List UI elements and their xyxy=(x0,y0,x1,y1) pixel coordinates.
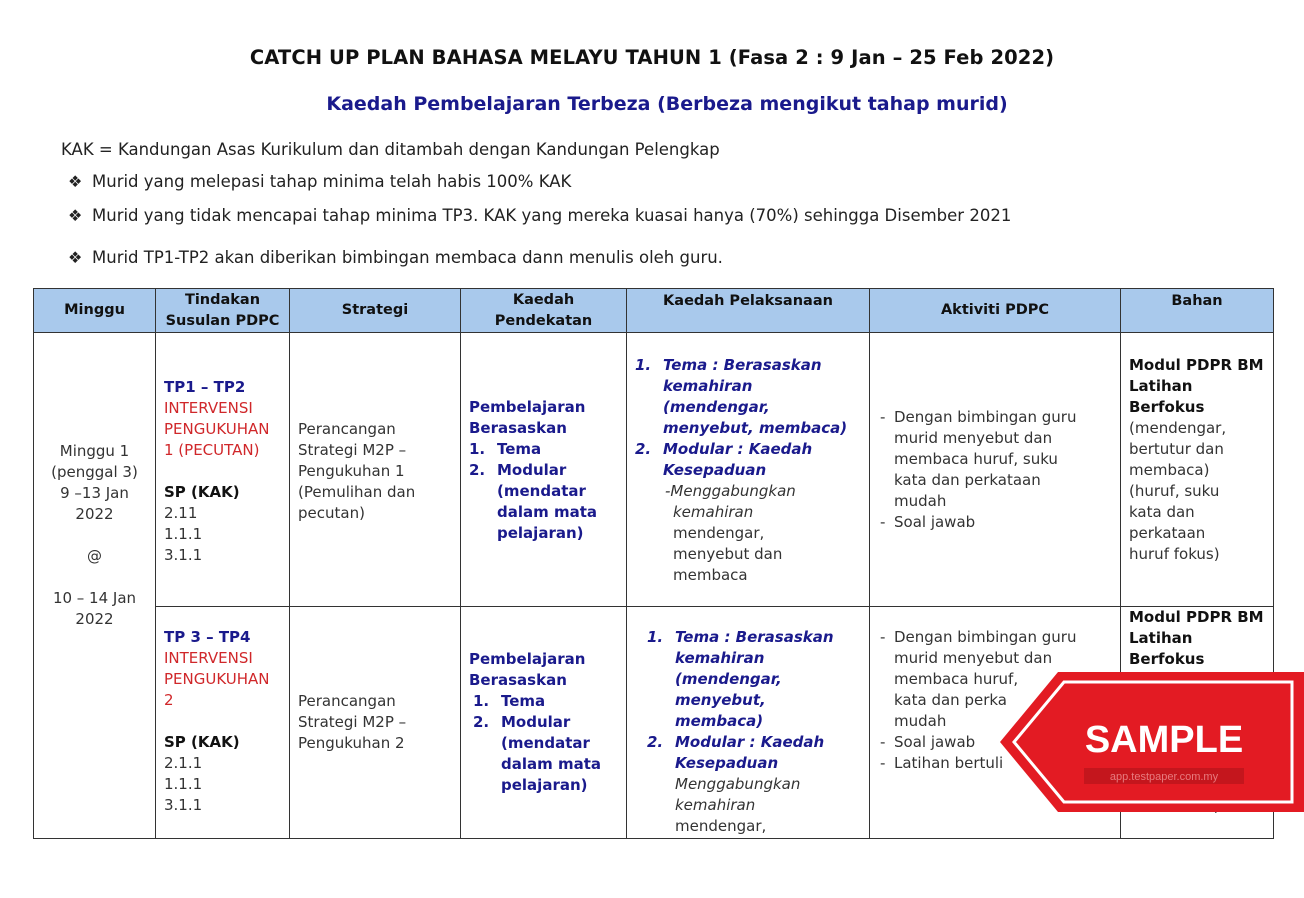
diamond-bullet-icon: ❖ xyxy=(68,206,83,225)
header-bahan: Bahan xyxy=(1121,289,1274,333)
pelaksanaan-cell: 1. Tema : Berasaskan kemahiran (mendengar, menyebut, membaca) 2. Modular : Kaedah Kesepaduan Menggabungkan kemahiran mendengar, xyxy=(627,607,870,839)
kak-definition: KAK = Kandungan Asas Kurikulum dan ditambah dengan Kandungan Pelengkap xyxy=(61,140,720,159)
aktiviti-cell: - Dengan bimbingan guru murid menyebut dan membaca huruf, suku kata dan perkataan mudah - Soal jawab xyxy=(870,333,1121,607)
sample-url: app.testpaper.com.my xyxy=(1109,771,1219,783)
bullet-item: ❖ Murid TP1-TP2 akan diberikan bimbingan membaca dann menulis oleh guru. xyxy=(68,248,723,267)
header-strategi: Strategi xyxy=(290,289,461,333)
bahan-cell: Modul PDPR BM Latihan Berfokus (mendengar, bertutur dan membaca) (huruf, suku kata dan perkataan huruf fokus) xyxy=(1121,333,1274,607)
aktiviti-cell: - Dengan bimbingan guru murid menyebut dan membaca huruf, kata dan perka mudah - Soal jawab - Latihan bertuli xyxy=(870,607,1121,839)
header-kaedah-pendekatan: Kaedah Pendekatan xyxy=(461,289,627,333)
bahan-cell: Modul PDPR BM Latihan Berfokus xyxy=(1121,607,1274,839)
strategi-cell: Perancangan Strategi M2P – Pengukuhan 1 (Pemulihan dan pecutan) xyxy=(290,333,461,607)
header-tindakan: Tindakan Susulan PDPC xyxy=(156,289,290,333)
sample-text: SAMPLE xyxy=(1084,719,1244,761)
header-minggu: Minggu xyxy=(34,289,156,333)
diamond-bullet-icon: ❖ xyxy=(68,172,83,191)
header-aktiviti: Aktiviti PDPC xyxy=(870,289,1121,333)
strategi-cell: Perancangan Strategi M2P – Pengukuhan 2 xyxy=(290,607,461,839)
table-row xyxy=(34,333,1274,607)
sample-watermark xyxy=(1000,672,1304,812)
pelaksanaan-cell: 1. Tema : Berasaskan kemahiran (mendengar, menyebut, membaca) 2. Modular : Kaedah Kesepaduan -Menggabungkan kemahiran mendengar, menyebut dan membaca xyxy=(627,333,870,607)
tindakan-cell: TP1 – TP2 INTERVENSI PENGUKUHAN 1 (PECUTAN) SP (KAK) 2.11 1.1.1 3.1.1 xyxy=(156,333,290,607)
document-title: CATCH UP PLAN BAHASA MELAYU TAHUN 1 (Fasa 2 : 9 Jan – 25 Feb 2022) xyxy=(249,46,1055,69)
tindakan-cell: TP 3 – TP4 INTERVENSI PENGUKUHAN 2 SP (KAK) 2.1.1 1.1.1 3.1.1 xyxy=(156,607,290,839)
pendekatan-cell: Pembelajaran Berasaskan 1. Tema 2. Modular (mendatar dalam mata pelajaran) xyxy=(461,607,627,839)
minggu-cell: Minggu 1 (penggal 3) 9 –13 Jan 2022 @ 10 – 14 Jan 2022 xyxy=(34,333,156,839)
bullet-item: ❖ Murid yang tidak mencapai tahap minima TP3. KAK yang mereka kuasai hanya (70%) sehingga Disember 2021 xyxy=(68,206,1012,225)
document-subtitle: Kaedah Pembelajaran Terbeza (Berbeza mengikut tahap murid) xyxy=(326,93,1008,115)
header-kaedah-pelaksanaan: Kaedah Pelaksanaan xyxy=(627,289,870,333)
diamond-bullet-icon: ❖ xyxy=(68,248,83,267)
table-header-row xyxy=(34,289,1274,333)
bullet-item: ❖ Murid yang melepasi tahap minima telah habis 100% KAK xyxy=(68,172,572,191)
pendekatan-cell: Pembelajaran Berasaskan 1. Tema 2. Modular (mendatar dalam mata pelajaran) xyxy=(461,333,627,607)
